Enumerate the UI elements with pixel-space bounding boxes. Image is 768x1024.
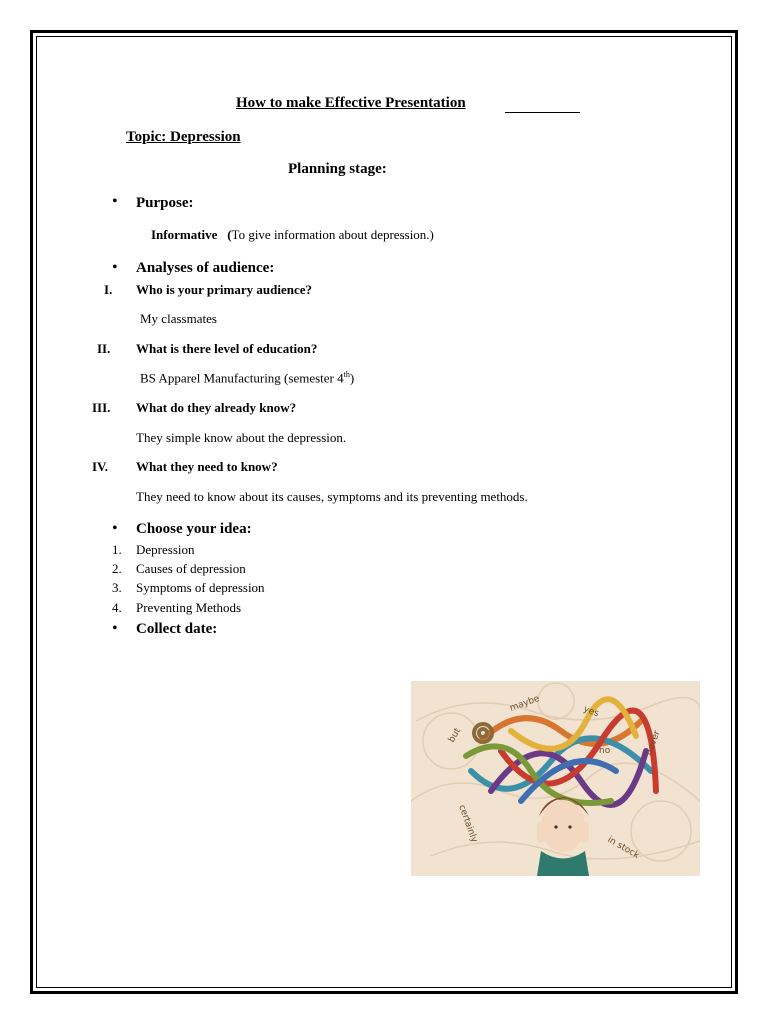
thought-word: in stock xyxy=(605,834,641,862)
answer-text-tail: ) xyxy=(349,370,355,386)
purpose-heading: Purpose: xyxy=(136,195,194,211)
question-numeral: IV. xyxy=(92,459,109,474)
question-numeral: I. xyxy=(104,282,113,297)
thought-word: yes xyxy=(581,704,601,720)
bullet-icon: • xyxy=(112,520,118,537)
purpose-description: To give information about depression.) xyxy=(231,227,434,242)
ideas-heading: Choose your idea: xyxy=(136,521,252,537)
list-item: Depression xyxy=(136,542,195,557)
audience-heading: Analyses of audience: xyxy=(136,260,275,276)
bullet-icon: • xyxy=(112,193,118,210)
purpose-line xyxy=(151,227,434,243)
thought-word: never xyxy=(644,729,663,758)
question-numeral: III. xyxy=(92,400,111,415)
question-numeral: II. xyxy=(97,341,111,356)
answer-text xyxy=(140,370,354,386)
thought-word: but xyxy=(446,726,464,745)
question-text: What do they already know? xyxy=(136,400,297,415)
list-item: Preventing Methods xyxy=(136,600,242,615)
thought-word: no xyxy=(599,746,611,756)
thought-word: certainly xyxy=(456,803,480,844)
list-number: 3. xyxy=(112,580,122,595)
document-title: How to make Effective Presentation xyxy=(236,95,466,111)
list-number: 1. xyxy=(112,542,122,557)
depression-illustration xyxy=(411,681,700,876)
list-item: Causes of depression xyxy=(136,561,246,576)
bullet-icon: • xyxy=(112,259,118,276)
question-text: What they need to know? xyxy=(136,459,278,474)
answer-superscript: th xyxy=(343,370,350,379)
topic-heading: Topic: Depression xyxy=(126,129,241,145)
title-underline-extension xyxy=(505,112,580,113)
question-text: What is there level of education? xyxy=(136,341,318,356)
answer-text-main: BS Apparel Manufacturing (semester 4 xyxy=(140,370,344,386)
bullet-icon: • xyxy=(112,620,118,637)
answer-text: My classmates xyxy=(140,311,217,326)
list-item: Symptoms of depression xyxy=(136,580,265,595)
purpose-open-paren: ( xyxy=(227,227,232,242)
stage-heading: Planning stage: xyxy=(288,161,387,177)
thought-word: maybe xyxy=(508,693,542,714)
question-text: Who is your primary audience? xyxy=(136,282,312,297)
answer-text: They need to know about its causes, symptoms and its preventing methods. xyxy=(136,489,528,504)
list-number: 2. xyxy=(112,561,122,576)
purpose-type: Informative xyxy=(151,227,218,242)
collect-heading: Collect date: xyxy=(136,621,218,637)
list-number: 4. xyxy=(112,600,122,615)
answer-text: They simple know about the depression. xyxy=(136,430,347,445)
